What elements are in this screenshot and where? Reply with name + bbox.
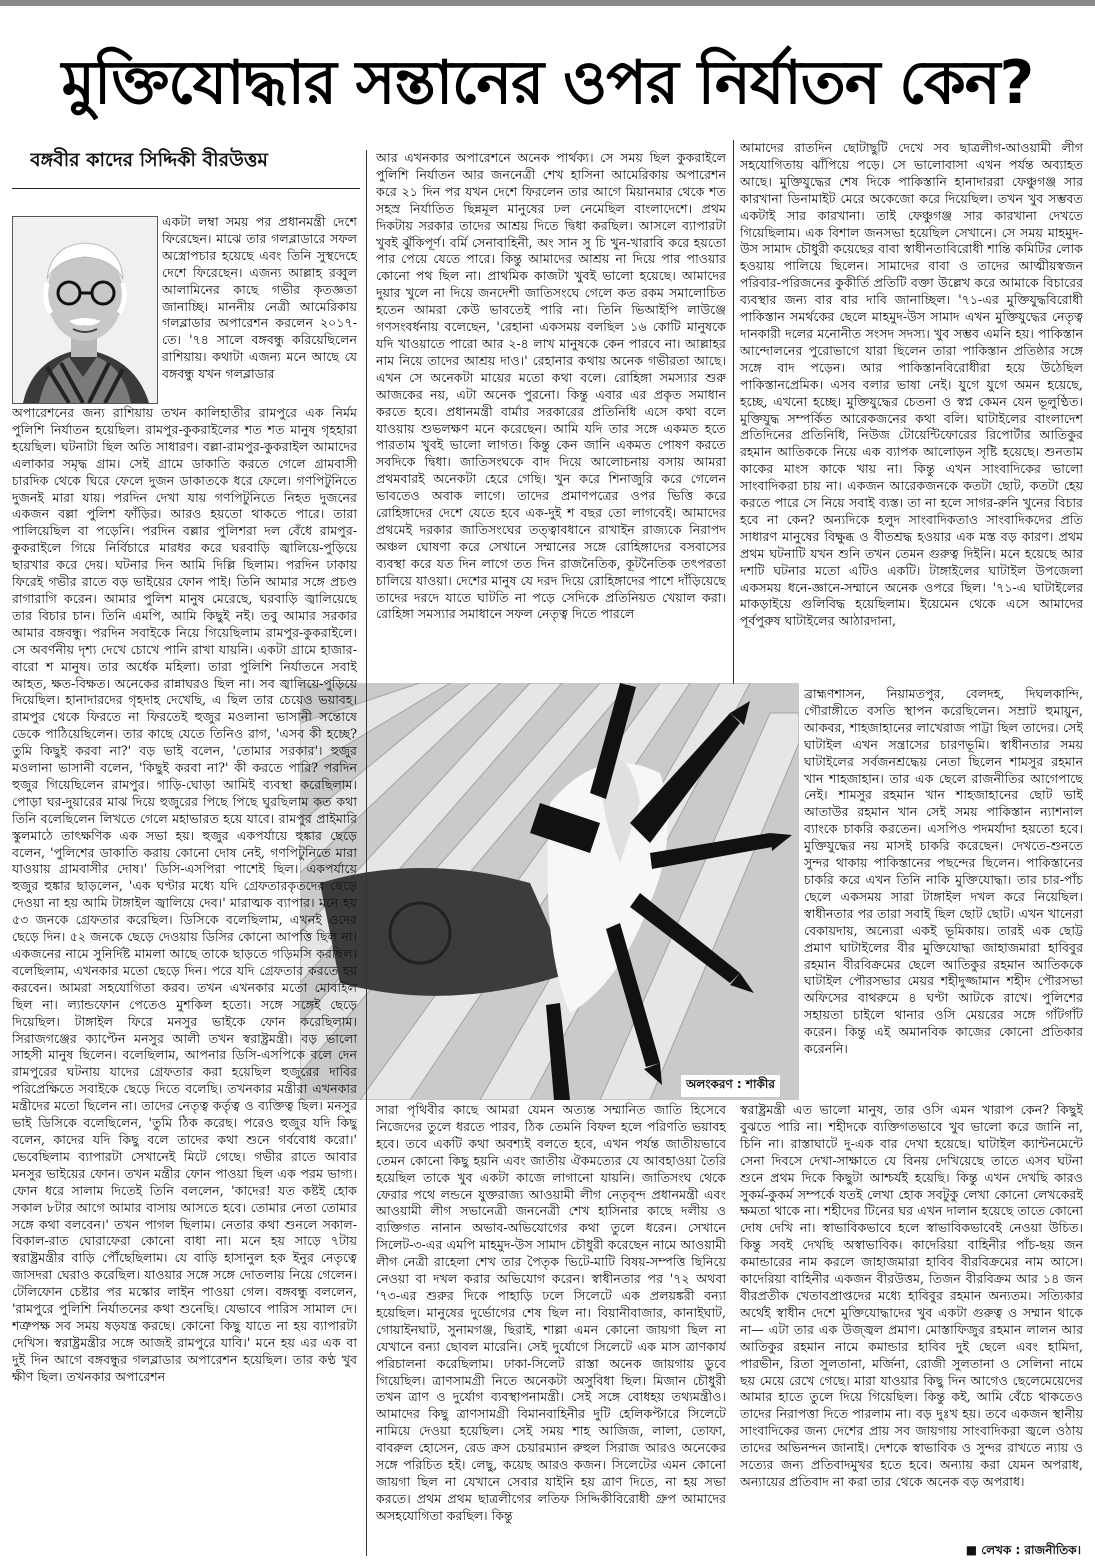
article-column-1 (12, 405, 357, 1555)
article-column-3-bottom (740, 1102, 1083, 1536)
article-paragraph: একটা লম্বা সময় পর প্রধানমন্ত্রী দেশে ফিরেছেন। মাঝে তার গলব্লাডারে সফল অস্ত্রোপচার হয়েছে এবং তিনি সুস্থদেহে দেশে ফিরেছেন। এজন্য আল্লাহ রব্বুল আলামিনের কাছে গভীর কৃতজ্ঞতা জানাচ্ছি। মাননীয় নেত্রী আমেরিকায় গলব্লাডার অপারেশন করলেন ২০১৭-তে। '৭৪ সালে বঙ্গবন্ধু করিয়েছিলেন রাশিয়ায়। কথাটা এজন্য মনে আছে যে বঙ্গবন্ধু যখন গলব্লাডার (162, 214, 357, 382)
headline: মুক্তিযোদ্ধার সন্তানের ওপর নির্যাতন কেন? (61, 48, 1034, 118)
article-column-2-bottom (376, 1102, 726, 1558)
article-column-1-top (162, 214, 357, 404)
top-rule (0, 0, 1095, 6)
author-note: ■ লেখক : রাজনীতিক। (965, 1543, 1081, 1557)
author-portrait (12, 216, 158, 404)
column-divider (366, 150, 367, 1556)
byline: বঙ্গবীর কাদের সিদ্দিকী বীরউত্তম (30, 149, 268, 171)
article-column-3-top (740, 140, 1083, 682)
article-column-2-top (376, 150, 726, 680)
article-paragraph: আমাদের রাতদিন ছোটাছুটি দেখে সব ছাত্রলীগ-আওয়ামী লীগ সহযোগিতায় ঝাঁপিয়ে পড়ে। সে ভালোবাসা এখন পর্যন্ত অব্যাহত আছে। মুক্তিযুদ্ধের শেষ দিকে পাকিস্তানি হানাদাররা ফেঞ্চুগঞ্জ সার কারখানা ডিনামাইট মেরে অকেজো করে দিয়েছিল। তখন খুব সম্ভবত একটাই সার কারখানা। তাই ফেঞ্চুগঞ্জ সার কারখানা দেখতে গিয়েছিলাম। এক বিশাল জনসভা হয়েছিল সেখানে। সে সময় মাহমুদ-উস সামাদ চৌধুরী কয়েছের বাবা স্বাধীনতাবিরোধী শান্তি কমিটির লোক হওয়ায় পালিয়ে ছিলেন। সামাদের বাবা ও তাদের আত্মীয়স্বজন পরিবার-পরিজনের কুকীর্তি প্রতিটি বক্তা উল্লেখ করে আমাকে বিচারের ব্যবস্থার জন্য বার বার দাবি জানাচ্ছিল। '৭১-এর মুক্তিযুদ্ধবিরোধী পাকিস্তান সমর্থকের ছেলে মাহমুদ-উস সামাদ এখন মুক্তিযুদ্ধের নেতৃত্ব দানকারী দলের মনোনীত সংসদ সদস্য। খুব সম্ভব এমনি হয়। পাকিস্তান আন্দোলনের পুরোভাগে যারা ছিলেন তারা পাকিস্তান প্রতিষ্ঠার সঙ্গে সঙ্গে বাদ পড়েন। আর পাকিস্তানবিরোধীরা হয়ে উঠেছিল পাকিস্তানপ্রেমিক। এসব বলার ভাষা নেই। যুগে যুগে অমন হয়েছে, হচ্ছে, এখনো হচ্ছে। মুক্তিযুদ্ধের চেতনা ও স্বপ্ন কেমন যেন ভূলুণ্ঠিত। মুক্তিযুদ্ধ সম্পর্কিত আরেকজনের কথা বলি। ঘাটাইলের বাংলাদেশ প্রতিদিনের প্রতিনিধি, নিউজ টোয়েন্টিফোরের রিপোর্টার আতিকুর রহমান আতিককে নিয়ে এক ব্যাপক আলোড়ন সৃষ্টি হয়েছে। শুনতাম কাকের মাংস কাকে খায় না। কিন্তু এখন সাংবাদিকের ভালো সাংবাদিকরা চায় না। একজন আরেকজনকে কতটা ছোট, কতটা হেয় করতে পারে সে নিয়ে সবাই ব্যস্ত। তা না হলে সাগর-রুনি খুনের বিচার হবে না কেন? অন্যদিকে হলুদ সাংবাদিকতাও সাংবাদিকদের প্রতি সাধারণ মানুষের বিক্ষুব্ধ ও বীতশ্রদ্ধ হওয়ার এক মস্ত বড় কারণ। প্রথম প্রথম ঘটনাটি যখন শুনি তখন তেমন গুরুত্ব দিইনি। মনে হয়েছে আর দশটি ঘটনার মতো এটিও একটি। টাঙ্গাইলের ঘাটাইল উপজেলা একসময় ধনে-জ্ঞানে-সম্মানে অনেক ওপরে ছিল। '৭১-এ ঘাটাইলের মাকড়াইয়ে গুলিবিদ্ধ হয়েছিলাম। ইয়েমেন থেকে এসে আমাদের পূর্বপুরুষ ঘাটাইলের আঠারদানা, (740, 140, 1083, 629)
article-paragraph: অপারেশনের জন্য রাশিয়ায় তখন কালিহাতীর রামপুরে এক নির্মম পুলিশি নির্যাতন হয়েছিল। রামপুর-কুকরাইলের শত শত মানুষ গৃহহারা হয়েছিল। ঘটনাটা ছিল অতি সাধারণ। বল্লা-রামপুর-কুকরাইল আমাদের এলাকার সমৃদ্ধ গ্রাম। সেই গ্রামে ডাকাতি করতে গেলে গ্রামবাসী চারদিক থেকে ঘিরে ফেলে দুজন ডাকাতকে ধরে ফেলে। গণপিটুনিতে দুজনই মারা যায়। পরদিন দেখা যায় গণপিটুনিতে নিহত দুজনের একজন বল্লা পুলিশ ফাঁড়ির। আরও হয়তো থাকতে পারে। তারা পালিয়েছিল বা পড়েনি। পরদিন বল্লার পুলিশরা দল বেঁধে রামপুর-কুকরাইলে গিয়ে নির্বিচারে মারধর করে ঘরবাড়ি জ্বালিয়ে-পুড়িয়ে ছারখার করে দেয়। ঘটনার দিন আমি দিল্লি ছিলাম। পরদিন ঢাকায় ফিরেই গভীর রাতে বড় ভাইয়ের ফোন পাই। তিনি আমার সঙ্গে প্রচণ্ড রাগারাগি করেন। আমার পুলিশ মানুষ মেরেছে, ঘরবাড়ি জ্বালিয়েছে তার বিচার চান। তিনি এমপি, আমি কিছুই নই। তবু আমার সরকার আমার বঙ্গবন্ধু। পরদিন সবাইকে নিয়ে গিয়েছিলাম রামপুর-কুকরাইলে। সে অবর্ণনীয় দৃশ্য দেখে চোখে পানি রাখা যায়নি। একটা গ্রামে হাজার-বারো শ মানুষ। তার অর্ধেক মহিলা। তারা পুলিশি নির্যাতনে সবাই আহত, ক্ষত-বিক্ষত। অনেকের রান্নাঘরও ছিল না। সব জ্বালিয়ে-পুড়িয়ে দিয়েছিল। হানাদারদের গৃহদাহ দেখেছি, এ ছিল তার চেয়েও ভয়াবহ। রামপুর থেকে ফিরতে না ফিরতেই হুজুর মওলানা ভাসানী সন্তোষে ডেকে পাঠিয়েছিলেন। তার কাছে যেতে তিনিও রাগ, 'এসব কী হচ্ছে? তুমি কিছুই করবা না?' বড় ভাই বলেন, 'তোমার সরকার'। হুজুর মওলানা ভাসানী বলেন, 'কিছুই করবা না?' কী করতে পারি? পরদিন হুজুর গিয়েছিলেন রামপুর। গাড়ি-ঘোড়া আমিই ব্যবস্থা করেছিলাম। পোড়া ঘর-দুয়ারের মাঝ দিয়ে হুজুরের পিছে পিছে ঘুরছিলাম কত কথা তিনি বলেছিলেন লিখতে গেলে মহাভারত হয়ে যাবে। রামপুর প্রাইমারি স্কুলমাঠে তাৎক্ষণিক এক সভা হয়। হুজুর একপর্যায়ে হুঙ্কার ছেড়ে বলেন, 'পুলিশের ডাকাতি করায় কোনো দোষ নেই, গণপিটুনিতে মারা যাওয়ায় গ্রামবাসীর দোষ।' ডিসি-এসপিরা পাশেই ছিল। একপর্যায়ে হুজুর হুঙ্কার ছাড়লেন, 'এক ঘণ্টার মধ্যে যদি গ্রেফতারকৃতদের ছেড়ে দেওয়া না হয় আমি টাঙ্গাইল জ্বালিয়ে দেব।' মারাত্মক ব্যাপার। মনে হয় ৫৩ জনকে গ্রেফতার করেছিল। ডিসিকে বলেছিলাম, এখনই ওদের ছেড়ে দিন। ৫২ জনকে ছেড়ে দেওয়ায় ডিসির কোনো আপত্তি ছিল না। একজনের নামে সুনির্দিষ্ট মামলা আছে তাকে ছাড়তে গড়িমসি করছিল। বলেছিলাম, এখনকার মতো ছেড়ে দিন। পরে যদি গ্রেফতার করতে হয় করবেন। আমরা সহযোগিতা করব। তখন এখনকার মতো মোবাইল ছিল না। ল্যান্ডফোন পেতেও মুশকিল হতো। সঙ্গে সঙ্গেই ছেড়ে দিয়েছিল। টাঙ্গাইল ফিরে মনসুর ভাইকে ফোন করেছিলাম। সিরাজগঞ্জের ক্যাপ্টেন মনসুর আলী তখন স্বরাষ্ট্রমন্ত্রী। বড় ভালো সাহসী মানুষ ছিলেন। বলেছিলাম, আপনার ডিসি-এসপিকে বলে দেন রামপুরের ঘটনায় যাদের গ্রেফতার করা হয়েছিল হুজুরের দাবির পরিপ্রেক্ষিতে সবাইকে ছেড়ে দিতে বলেছি। তখনকার মন্ত্রীরা এখনকার মন্ত্রীদের মতো ছিলেন না। তাদের নেতৃত্ব কর্তৃত্ব ও ব্যক্তিত্ব ছিল। মনসুর ভাই ডিসিকে বলেছিলেন, 'তুমি ঠিক করেছ। পরেও হুজুর যদি কিছু বলেন, কাদের যদি কিছু বলে তাদের কথা শুনে গর্ববোধ করো।' ভেবেছিলাম ব্যাপারটা সেখানেই মিটে গেছে। গভীর রাতে আবার মনসুর ভাইয়ের ফোন। তখন মন্ত্রীর ফোন পাওয়া ছিল এক পরম ভাগ্য। ফোন ধরে সালাম দিতেই তিনি বললেন, 'কাদের! যত কষ্টই হোক সকাল ৮টার আগে আমার বাসায় আসতে হবে। তোমার নেতা তোমার সঙ্গে কথা বলবেন।' তখন পাগল ছিলাম। নেতার কথা শুনলে সকাল-বিকাল-রাত ঘোরাফেরা কোনো বাধা না। মনে হয় সাড়ে ৭টায় স্বরাষ্ট্রমন্ত্রীর বাড়ি পৌঁছেছিলাম। যে বাড়ি হাসানুল হক ইনুর নেতৃত্বে জাসদরা ঘেরাও করেছিল। যাওয়ার সঙ্গে সঙ্গে দোতলায় নিয়ে গেলেন। টেলিফোন চেষ্টার পর মস্কোর লাইন পাওয়া গেল। বঙ্গবন্ধু বললেন, 'রামপুরে পুলিশি নির্যাতনের কথা শুনেছি। যেভাবে পারিস সামাল দে। শত্রুপক্ষ সব সময় ষড়যন্ত্র করছে। কোনো কিছু যাতে না হয় ব্যাপারটা দেখিস। স্বরাষ্ট্রমন্ত্রীর সঙ্গে আজই রামপুরে যাবি।' মনে হয় এর এক বা দুই দিন আগে বঙ্গবন্ধুর গলব্লাডার অপারেশন হয়েছিল। তার কণ্ঠ খুব ক্ষীণ ছিল। তখনকার অপারেশন (12, 405, 357, 1384)
illustration (300, 683, 799, 1100)
byline-rule (12, 188, 360, 189)
article-paragraph: সারা পৃথিবীর কাছে আমরা যেমন অত্যন্ত সম্মানিত জাতি হিসেবে নিজেদের তুলে ধরতে পারব, ঠিক তেমনি বিফল হলে পরিণতি ভয়াবহ হবে। তবে একটি কথা অবশ্যই বলতে হবে, এখন পর্যন্ত জাতীয়ভাবে তেমন কোনো কিছু হয়নি এবং জাতীয় ঐকমত্যের যে আবহাওয়া তৈরি হয়েছিল তাকে খুব একটা কাজে লাগানো যায়নি। জাতিসংঘ থেকে ফেরার পথে লন্ডনে যুক্তরাজ্য আওয়ামী লীগ নেতৃবৃন্দ প্রধানমন্ত্রী এবং আওয়ামী লীগ সভানেত্রী জননেত্রী শেখ হাসিনার কাছে দলীয় ও ব্যক্তিগত নানান অভাব-অভিযোগের কথা তুলে ধরেন। সেখানে সিলেট-৩-এর এমপি মাহমুদ-উস সামাদ চৌধুরী করেছেন নামে আওয়ামী লীগ নেত্রী রাহেলা শেখ তার পৈতৃক ভিটে-মাটি বিষয়-সম্পত্তি ছিনিয়ে নেওয়া বা দখল করার অভিযোগ করেন। স্বাধীনতার পর '৭২ অথবা '৭৩-এর শুরুর দিকে পাহাড়ি ঢলে সিলেটে এক প্রলয়ঙ্করী বন্যা হয়েছিল। মানুষের দুর্ভোগের শেষ ছিল না। বিয়ানীবাজার, কানাইঘাট, গোয়াইনঘাট, সুনামগঞ্জ, ছিরাই, শাল্লা এমন কোনো জায়গা ছিল না যেখানে বন্যা ছোবল মারেনি। সেই দুর্যোগে সিলেটে এক মাস ত্রাণকার্য পরিচালনা করেছিলাম। ঢাকা-সিলেট রাস্তা অনেক জায়গায় ডুবে গিয়েছিল। ত্রাণসামগ্রী নিতে অনেকটা অসুবিধা ছিল। মিজান চৌধুরী তখন ত্রাণ ও দুর্যোগ ব্যবস্থাপনামন্ত্রী। সেই সঙ্গে বোধহয় তথ্যমন্ত্রীও। আমাদের কিছু ত্রাণসামগ্রী বিমানবাহিনীর দুটি হেলিকপ্টারে সিলেটে নামিয়ে দেওয়া হয়েছিল। সেই সময় শাহ আজিজ, লালা, তোফা, বাবরুল হোসেন, রেড ক্রস চেয়ারম্যান রুহুল সিরাজ আরও অনেকের সঙ্গে পরিচিত হই। লেছু, কয়েছ আরও কজন। সিলেটের এমন কোনো জায়গা ছিল না যেখানে সেবার যাইনি হয় ত্রাণ দিতে, না হয় সভা করতে। প্রথম প্রথম ছাত্রলীগের লতিফ সিদ্দিকীবিরোধী গ্রুপ আমাদের অসহযোগিতা করছিল। কিন্তু (376, 1102, 726, 1523)
illustration-credit: অলংকরণ : শাকীর (681, 1075, 780, 1097)
article-column-3-middle (804, 686, 1083, 1098)
article-paragraph: ব্রাহ্মণশাসন, নিয়ামতপুর, বেলদহ, দিঘলকান্দি, গৌরাঙ্গীতে বসতি স্থাপন করেছিলেন। সম্রাট হুমায়ুন, আকবর, শাহজাহানের লাখেরাজ পাট্টা ছিল তাদের। সেই ঘাটাইল এখন সন্ত্রাসের চারণভূমি। স্বাধীনতার সময় ঘাটাইলের সর্বজনশ্রদ্ধেয় নেতা ছিলেন শামসুর রহমান খান শাহজাহান। তার এক ছেলে রাজনীতির আগেপাছে নেই। শামসুর রহমান খান শাহজাহানের ছোট ভাই আতাউর রহমান খান সেই সময় পাকিস্তান ন্যাশনাল ব্যাংকে চাকরি করতেন। এসপিও পদমর্যাদা হয়তো হবে। মুক্তিযুদ্ধের নয় মাসই চাকরি করেছেন। দেখতে-শুনতে সুন্দর থাকায় পাকিস্তানের পছন্দের ছিলেন। পাকিস্তানের চাকরি করে এখন তিনি নাকি মুক্তিযোদ্ধা। তার চার-পাঁচ ছেলে একসময় সারা টাঙ্গাইল দখল করে নিয়েছিল। স্বাধীনতার পর তারা সবাই ছিল ছোট ছোট। এখন খানেরা বেকায়দায়, অন্যেরা একই ভূমিকায়। তারই এক ছোট্ট প্রমাণ ঘাটাইলের বীর মুক্তিযোদ্ধা জাহাজমারা হাবিবুর রহমান বীরবিক্রমের ছেলে আতিকুর রহমান আতিককে ঘাটাইল পৌরসভার মেয়র শহীদুজ্জামান শহীদ পৌরসভা অফিসের বাথরুমে ৪ ঘণ্টা আটকে রাখে। পুলিশের সহায়তা চাইলে থানার ওসি মেয়রের সঙ্গে গাঁটগাঁট করেন। কিন্তু এই অমানবিক কাজের কোনো প্রতিকার করেননি। (804, 686, 1083, 1057)
column-divider (733, 140, 734, 684)
article-paragraph: স্বরাষ্ট্রমন্ত্রী এত ভালো মানুষ, তার ওসি এমন খারাপ কেন? কিছুই বুঝতে পারি না। শহীদকে ব্যক্তিগতভাবে খুব ভালো করে জানি না, চিনি না। রাস্তাঘাটে দু-এক বার দেখা হয়েছে। ঘাটাইল ক্যান্টনমেন্টে সেনা দিবসে দেখা-সাক্ষাতে যে বিনয় দেখিয়েছে তাতে এসব ঘটনা শুনে প্রথম দিকে কিছুটা আশ্চর্যই হয়েছি। কিন্তু এখন দেখছি কারও সুকর্ম-কুকর্ম সম্পর্কে যতই লেখা হোক সবটুকু লেখা কোনো লেখকেরই ক্ষমতা থাকে না। শহীদের টিনের ঘর এখন দালান হয়েছে তাতে কোনো দোষ দেখি না। স্বাভাবিকভাবে হলে স্বাভাবিকভাবেই নেওয়া উচিত। কিন্তু সবই দেখছি অস্বাভাবিক। কাদেরিয়া বাহিনীর পাঁচ-ছয় জন কমান্ডারের নাম করলে জাহাজমারা হাবিব বীরবিক্রমের নাম আসে। কাদেরিয়া বাহিনীর একজন বীরউত্তম, তিজন বীরবিক্রম আর ১৪ জন বীরপ্রতীক খেতাবপ্রাপ্তদের মধ্যে হাবিবুর রহমান অন্যতম। সত্যিকার অর্থেই স্বাধীন দেশে মুক্তিযোদ্ধাদের খুব একটা গুরুত্ব ও সম্মান থাকে না— এটা তার এক উজ্জ্বল প্রমাণ। মোস্তাফিজুর রহমান লালন আর আতিকুর রহমান নামে কমান্ডার হাবিব দুই ছেলে এবং হামিদা, পারভীন, রিতা সুলতানা, মর্জিনা, রোজী সুলতানা ও সেলিনা নামে ছয় মেয়ে রেখে গেছে। মারা যাওয়ার কিছু দিন আগেও ছেলেমেয়েদের আমার হাতে তুলে দিয়ে গিয়েছিল। কিন্তু কই, আমি বেঁচে থাকতেও তাদের নিরাপত্তা দিতে পারলাম না। বড় দুঃখ হয়। তবে একজন স্থানীয় সাংবাদিকের জন্য দেশের প্রায় সব জায়গায় সাংবাদিকরা জ্বলে ওঠায় তাদের অভিনন্দন জানাই। দেশকে স্বাভাবিক ও সুন্দর রাখতে ন্যায় ও সত্যের জন্য প্রতিবাদমুখর হতে হবে। অন্যায় করা যেমন অপরাধ, অন্যায়ের প্রতিবাদ না করা তার থেকে অনেক বড় অপরাধ। (740, 1102, 1083, 1489)
article-paragraph: আর এখনকার অপারেশনে অনেক পার্থক্য। সে সময় ছিল কুকরাইলে পুলিশি নির্যাতন আর জননেত্রী শেখ হাসিনা আমেরিকায় অপারেশন করে ২১ দিন পর যখন দেশে ফিরলেন তার আগে মিয়ানমার থেকে শত সহস্র নির্যাতিত ছিন্নমূল মানুষের ঢল নেমেছিল বাংলাদেশে। প্রথম দিকটায় সরকার তাদের আশ্রয় দিতে দ্বিধা করছিল। আসলে ব্যাপারটা খুবই ঝুঁকিপূর্ণ। বর্মি সেনাবাহিনী, অং সান সু চি খুন-খারাবি করে হয়তো পার পেয়ে যেতে পারে। কিন্তু আমাদের আশ্রয় না দিয়ে পার পাওয়ার কোনো পথ ছিল না। প্রাথমিক কাজটা খুবই ভালো হয়েছে। আমাদের দুয়ার খুলে না দিয়ে জনদেশী জাতিসংঘে গেলে কত রকম সমালোচিত হতেন আমরা কেউ ভাবতেই পারি না। তিনি ভিআইপি লাউঞ্জে গণসংবর্ধনায় বলেছেন, 'রেহানা একসময় বলছিল ১৬ কোটি মানুষকে যদি খাওয়াতে পারো আর ২-৪ লাখ মানুষকে কেন পারবে না। আল্লাহর নাম নিয়ে তাদের আশ্রয় দাও।' রেহানার কথায় অনেক গভীরতা আছে। এখন সে অনেকটা মায়ের মতো কথা বলে। রোহিঙ্গা সমস্যার শুরু আজকের নয়, এটা অনেক পুরনো। কিন্তু এবার এর প্রকৃত সমাধান করতে হবে। প্রধানমন্ত্রী বার্মার সরকারের প্রতিনিধি এসে কথা বলে যাওয়ায় শুভলক্ষণ মনে করেছেন। আমি যদি তার সঙ্গে একমত হতে পারতাম খুবই ভালো লাগত। কিন্তু কেন জানি একমত পোষণ করতে সবদিকে দ্বিধা। জাতিসংঘকে বাদ দিয়ে আলোচনায় বসায় আমরা প্রথমবারই অনেকটা হেরে গেছি। খুন করে শিনাজুরি করে গেলেন ভাবতেও অবাক লাগে। তাদের প্রমাণপত্রের ওপর ভিত্তি করে রোহিঙ্গাদের দেশে যেতে হবে এক-দুই শ বছর তো লাগবেই। আমাদের প্রথমেই দরকার জাতিসংঘের তত্ত্বাবধানে রাখাইন রাজ্যকে নিরাপদ অঞ্চল ঘোষণা করে সেখানে সম্মানের সঙ্গে রোহিঙ্গাদের বসবাসের ব্যবস্থা করে যত দিন লাগে তত দিন রাজনৈতিক, কূটনৈতিক তৎপরতা চালিয়ে যাওয়া। দেশের মানুষ যে দরদ দিয়ে রোহিঙ্গাদের পাশে দাঁড়িয়েছে তাদের দরদে যাতে ঘাটতি না পড়ে সেদিকে প্রতিনিয়ত খেয়াল করা। রোহিঙ্গা সমস্যার সমাধানে সফল নেতৃত্ব দিতে পারলে (376, 150, 726, 622)
